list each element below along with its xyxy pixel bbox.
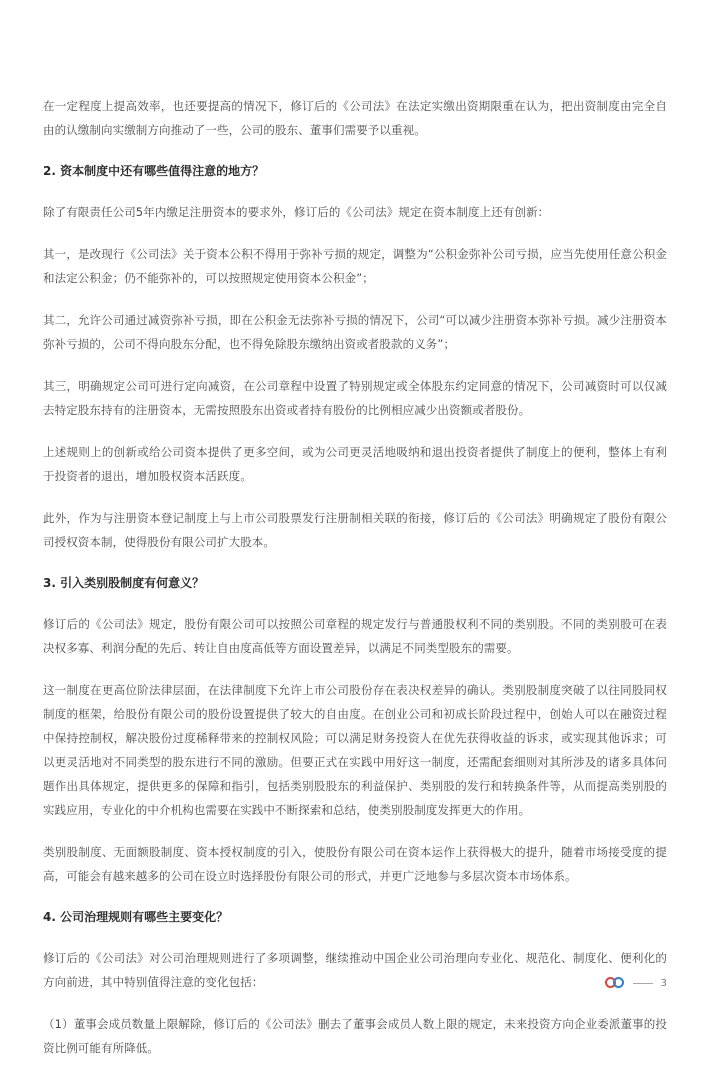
section-2-paragraph: 除了有限责任公司5年内缴足注册资本的要求外，修订后的《公司法》规定在资本制度上还有创新： <box>43 205 550 219</box>
section-3-paragraph: 类别股制度、无面额股制度、资本授权制度的引入，使股份有限公司在资本运作上获得极大的提升，随着市场接受度的提高，可能会有越来越多的公司在设立时选择股份有限公司的形式，并更广泛地参与多层次资本市场体系。 <box>43 845 667 883</box>
footer-divider <box>633 983 653 984</box>
page-number: 3 <box>660 977 667 989</box>
paragraph-intro: 在一定程度上提高效率，也还要提高的情况下，修订后的《公司法》在法定实缴出资期限重在认为，把出资制度由完全自由的认缴制向实缴制方向推动了一些，公司的股东、董事们需要予以重视。 <box>43 99 667 137</box>
section-4-heading: 4. 公司治理规则有哪些主要变化？ <box>43 910 229 924</box>
section-2-paragraph: 其三，明确规定公司可进行定向减资，在公司章程中设置了特别规定或全体股东约定同意的情况下，公司减资时可以仅减去特定股东持有的注册资本，无需按照股东出资或者持有股份的比例相应减少出资额或者股份。 <box>43 379 667 417</box>
section-2-paragraph: 此外，作为与注册资本登记制度上与上市公司股票发行注册制相关联的衔接，修订后的《公司法》明确规定了股份有限公司授权资本制，使得股份有限公司扩大股本。 <box>43 511 667 549</box>
document-body <box>43 94 667 1078</box>
section-4-paragraph: 修订后的《公司法》对公司治理规则进行了多项调整，继续推动中国企业公司治理向专业化、规范化、制度化、便利化的方向前进，其中特别值得注意的变化包括： <box>43 951 667 989</box>
page-footer <box>605 975 667 991</box>
section-2-heading: 2. 资本制度中还有哪些值得注意的地方？ <box>43 164 265 178</box>
section-3-heading: 3. 引入类别股制度有何意义？ <box>43 576 205 590</box>
section-4-paragraph: （1）董事会成员数量上限解除，修订后的《公司法》删去了董事会成员人数上限的规定，未来投资方向企业委派董事的投资比例可能有所降低。 <box>43 1017 667 1055</box>
section-3-paragraph: 修订后的《公司法》规定，股份有限公司可以按照公司章程的规定发行与普通股权利不同的类别股。不同的类别股可在表决权多寡、利润分配的先后、转让自由度高低等方面设置差异，以满足不同类型股东的需要。 <box>43 617 667 655</box>
two-ring-logo-icon <box>605 976 627 990</box>
blue-ring-icon <box>613 977 624 988</box>
section-2-paragraph: 其二，允许公司通过减资弥补亏损，即在公积金无法弥补亏损的情况下，公司“可以减少注册资本弥补亏损。减少注册资本弥补亏损的，公司不得向股东分配，也不得免除股东缴纳出资或者股款的义务”； <box>43 313 667 351</box>
section-2-paragraph: 其一，是改现行《公司法》关于资本公积不得用于弥补亏损的规定，调整为“公积金弥补公司亏损，应当先使用任意公积金和法定公积金；仍不能弥补的，可以按照规定使用资本公积金”； <box>43 247 667 285</box>
section-2-paragraph: 上述规则上的创新或给公司资本提供了更多空间，或为公司更灵活地吸纳和退出投资者提供了制度上的便利，整体上有利于投资者的退出，增加股权资本活跃度。 <box>43 445 667 483</box>
section-3-paragraph: 这一制度在更高位阶法律层面，在法律制度下允许上市公司股份存在表决权差异的确认。类别股制度突破了以往同股同权制度的框架，给股份有限公司的股份设置提供了较大的自由度。在创业公司和初成长阶段过程中，创始人可以在融资过程中保持控制权，解决股份过度稀释带来的控制权风险；可以满足财务投资人在优先获得收益的诉求，或实现其他诉求；可以更灵活地对不同类型的股东进行不同的激励。但要正式在实践中用好这一制度，还需配套细则对其所涉及的诸多具体问题作出具体规定，提供更多的保障和指引，包括类别股股东的利益保护、类别股的发行和转换条件等，从而提高类别股的实践应用，专业化的中介机构也需要在实践中不断探索和总结，使类别股制度发挥更大的作用。 <box>43 683 667 817</box>
